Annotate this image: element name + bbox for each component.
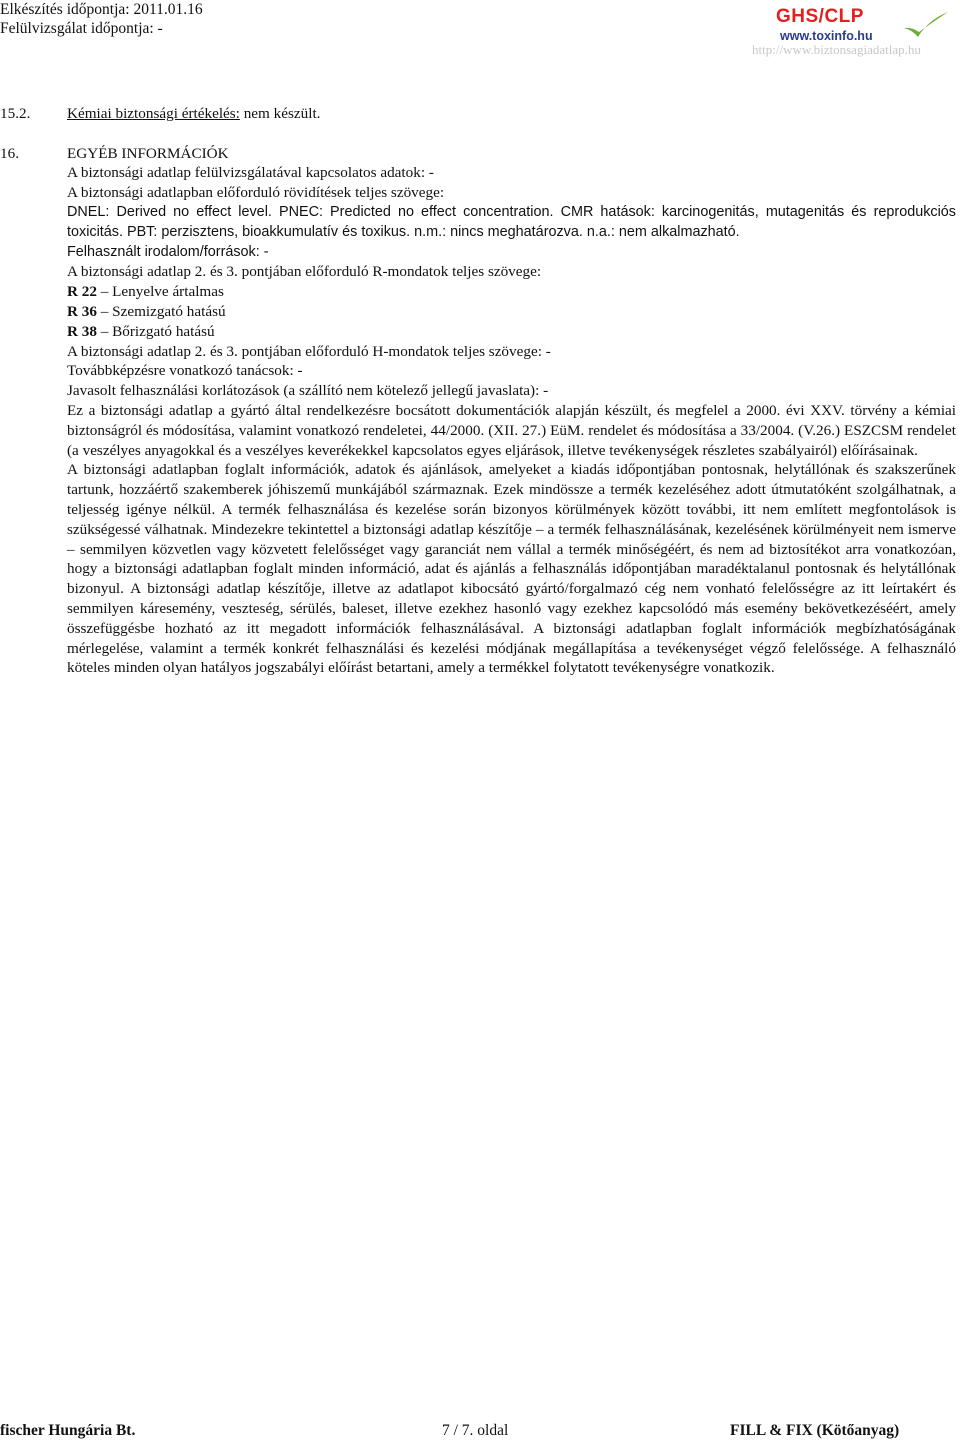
created-date: Elkészítés időpontja: 2011.01.16 — [0, 1, 203, 18]
r-phrases-intro: A biztonsági adatlap 2. és 3. pontjában előforduló R-mondatok teljes szövege: — [67, 263, 542, 281]
abbreviations-heading: A biztonsági adatlapban előforduló rövidítések teljes szövege: — [67, 184, 445, 202]
logo-title: GHS/CLP — [776, 6, 864, 27]
training-line: Továbbképzésre vonatkozó tanácsok: - — [67, 362, 303, 380]
literature-line: Felhasznált irodalom/források: - — [67, 243, 269, 260]
disclaimer-paragraph: A biztonsági adatlapban foglalt információk, adatok és ajánlások, amelyeket a kiadás időpontjában pontosnak, helytállónak és szakszerűnek tartunk, hozzáértő szakemberek jóhiszemű munkájából származnak. Ezek mindössze a termék kezeléséhez adott útmutatóként szolgálhatnak, a teljesség igénye nélkül. A termék felhasználása és kezelése során bizonyos körülmények között további, itt nem említett megfontolások is szükségessé válhatnak. Mindezekre tekintettel a biztonsági adatlap készítője – a termék felhasználásának, kezelésének körülményeit nem ismerve – semmilyen közvetlen vagy közvetett felelősséget vagy garanciát nem vállal a termék minőségéért, és nem ad biztosítékot arra vonatkozóan, hogy a biztonsági adatlapban foglalt minden információ, adat és ajánlás a felhasználás időpontjában maradéktalanul pontosnak és helytállónak bizonyul. A biztonsági adatlap készítője, illetve az adatlapot kibocsátó gyártó/forgalmazó cég nem vonható felelősségre az itt leírtakért és semmilyen káresemény, veszteség, sérülés, baleset, illetve ezekhez hasonló vagy ezekhez kapcsolódó más esemény bekövetkezéséért, amely összefüggésbe hozható az itt megadott információk felhasználásával. A biztonsági adatlapban foglalt információk megbízhatóságának mérlegelése, valamint a termék konkrét felhasználási és kezelési módjának megállapítása a tevékenységet végző felelőssége. A felhasználó köteles minden olyan hatályos jogszabályi előírást betartani, amely a termékkel folytatott tevékenységre vonatkozik. — [67, 461, 956, 677]
revision-date: Felülvizsgálat időpontja: - — [0, 20, 163, 37]
section-15-2 — [0, 104, 960, 124]
restrictions-line: Javasolt felhasználási korlátozások (a szállító nem kötelező jellegű javaslata): - — [67, 382, 549, 400]
checkmark-icon — [902, 10, 950, 40]
logo-site: www.toxinfo.hu — [780, 29, 873, 43]
footer-page-number: 7 / 7. oldal — [442, 1422, 509, 1439]
section-number: 15.2. — [0, 105, 31, 122]
r-phrase: R 22 – Lenyelve ártalmas — [67, 283, 224, 301]
section-value: nem készült. — [239, 105, 321, 122]
r-phrase: R 36 – Szemizgató hatású — [67, 302, 226, 320]
h-phrases-intro: A biztonsági adatlap 2. és 3. pontjában előforduló H-mondatok teljes szövege: - — [67, 342, 551, 360]
r-phrase: R 38 – Bőrizgató hatású — [67, 322, 215, 340]
section-number: 16. — [0, 144, 19, 162]
section-16-heading — [0, 144, 960, 164]
section-title: EGYÉB INFORMÁCIÓK — [67, 144, 229, 162]
section-16-body — [0, 163, 960, 678]
header-meta — [0, 0, 203, 38]
footer-product: FILL & FIX (Kötőanyag) — [730, 1422, 900, 1439]
legal-paragraph: Ez a biztonsági adatlap a gyártó által rendelkezésre bocsátott dokumentációk alapján készült, és megfelel a 2000. évi XXV. törvény a kémiai biztonságról és módosítása, valamint vonatkozó rendeletei, 44/2000. (XII. 27.) EüM. rendelet és módosítása a 33/2004. (V.26.) ESZCSM rendelet (a veszélyes anyagokkal és a veszélyes keverékekkel kapcsolatos egyes eljárások, illetve tevékenységek részletes szabályairól) előírásainak. — [67, 401, 956, 459]
revision-info: A biztonsági adatlap felülvizsgálatával kapcsolatos adatok: - — [67, 164, 434, 182]
ghs-clp-logo — [752, 4, 960, 58]
abbreviations-text: DNEL: Derived no effect level. PNEC: Predicted no effect concentration. CMR hatások: karcinogenitás, mutagenitás és reprodukciós toxicitás. PBT: perzisztens, bioakkumulatív és toxikus. n.m.: nincs meghatározva. n.a.: nem alkalmazható. — [67, 203, 956, 240]
document-body — [0, 104, 960, 678]
page-footer — [0, 1422, 960, 1442]
section-title: Kémiai biztonsági értékelés: — [67, 105, 240, 122]
footer-company: fischer Hungária Bt. — [0, 1422, 136, 1439]
logo-url: http://www.biztonsagiadatlap.hu — [752, 42, 921, 57]
